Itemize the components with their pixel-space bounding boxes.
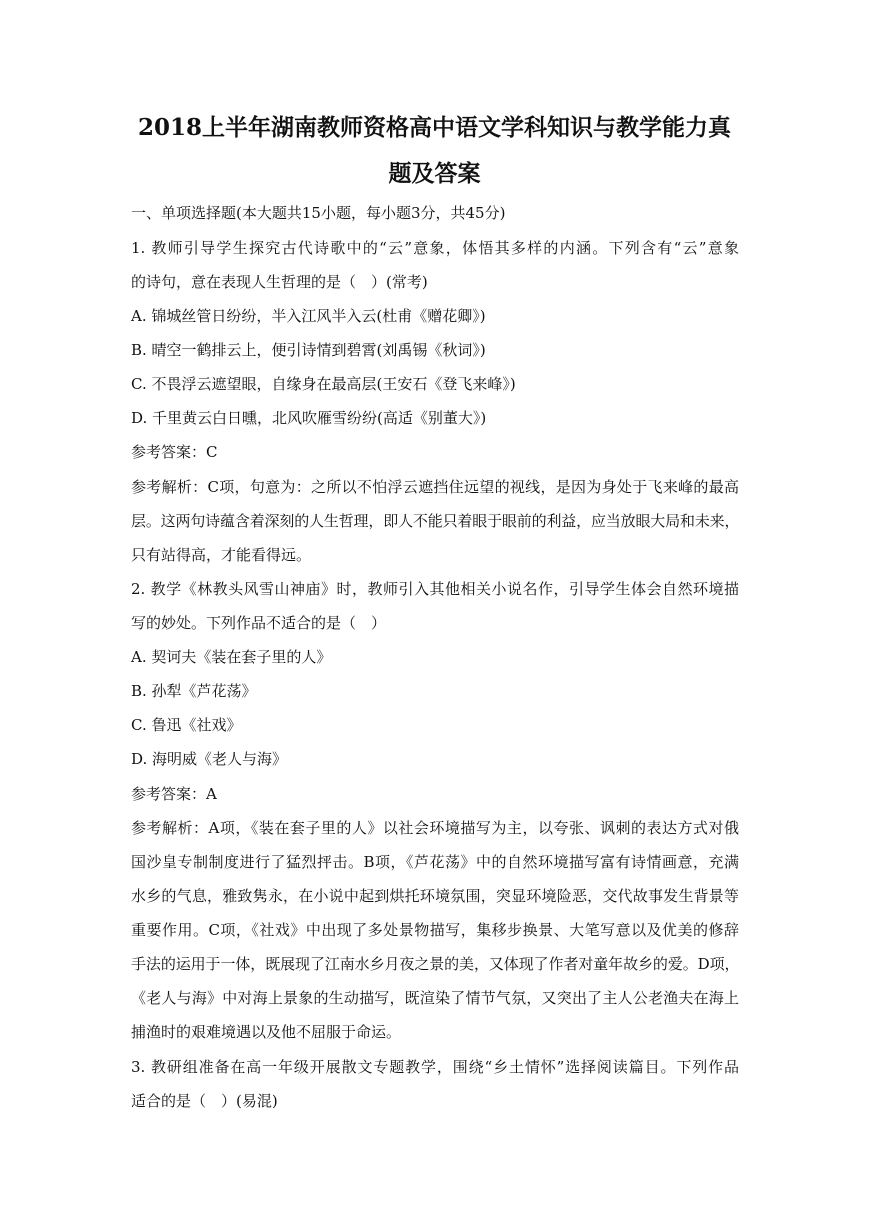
question-1-answer: 参考答案：C [131, 443, 218, 461]
document-title-line-2: 题及答案 [388, 160, 481, 187]
question-1-analysis-line-2: 层。这两句诗蕴含着深刻的人生哲理，即人不能只着眼于眼前的利益，应当放眼大局和未来， [131, 512, 739, 530]
question-2-stem-line-1: 2. 教学《林教头风雪山神庙》时，教师引入其他相关小说名作，引导学生体会自然环境描 [131, 580, 739, 598]
question-2-option-a: A. 契诃夫《装在套子里的人》 [131, 648, 332, 666]
question-1-option-b: B. 晴空一鹤排云上，便引诗情到碧霄(刘禹锡《秋词》) [131, 341, 486, 359]
question-1-option-d: D. 千里黄云白日曛，北风吹雁雪纷纷(高适《别董大》) [131, 409, 487, 427]
question-1-analysis-line-3: 只有站得高，才能看得远。 [131, 546, 312, 564]
document-title-line-1: 2018上半年湖南教师资格高中语文学科知识与教学能力真 [137, 114, 731, 141]
question-2-analysis-line-3: 水乡的气息，雅致隽永，在小说中起到烘托环境氛围，突显环境险恶，交代故事发生背景等 [131, 887, 739, 905]
question-2-analysis-line-7: 捕渔时的艰难境遇以及他不屈服于命运。 [131, 1023, 402, 1041]
question-3-stem-line-2: 适合的是（ ）(易混) [131, 1092, 278, 1110]
question-1-stem-line-1: 1. 教师引导学生探究古代诗歌中的“云”意象，体悟其多样的内涵。下列含有“云”意象 [131, 239, 739, 257]
question-1-analysis-line-1: 参考解析：C项，句意为：之所以不怕浮云遮挡住远望的视线，是因为身处于飞来峰的最高 [131, 478, 739, 496]
question-2-answer: 参考答案：A [131, 785, 217, 803]
question-3-stem-line-1: 3. 教研组准备在高一年级开展散文专题教学，围绕“乡土情怀”选择阅读篇目。下列作品 [131, 1058, 739, 1076]
question-2-analysis-line-2: 国沙皇专制制度进行了猛烈抨击。B项，《芦花荡》中的自然环境描写富有诗情画意，充满 [131, 853, 739, 871]
question-1-option-c: C. 不畏浮云遮望眼，自缘身在最高层(王安石《登飞来峰》) [131, 375, 516, 393]
question-2-option-d: D. 海明威《老人与海》 [131, 750, 288, 768]
section-heading: 一、单项选择题(本大题共15小题，每小题3分，共45分) [131, 204, 506, 222]
question-2-analysis-line-4: 重要作用。C项，《社戏》中出现了多处景物描写，集移步换景、大笔写意以及优美的修辞 [131, 921, 739, 939]
question-2-option-b: B. 孙犁《芦花荡》 [131, 682, 257, 700]
question-2-analysis-line-5: 手法的运用于一体，既展现了江南水乡月夜之景的美，又体现了作者对童年故乡的爱。D项， [131, 955, 739, 973]
question-1-option-a: A. 锦城丝管日纷纷，半入江风半入云(杜甫《赠花卿》) [131, 307, 486, 325]
question-1-stem-line-2: 的诗句，意在表现人生哲理的是（ ）(常考) [131, 273, 428, 291]
question-2-analysis-line-6: 《老人与海》中对海上景象的生动描写，既渲染了情节气氛，又突出了主人公老渔夫在海上 [131, 989, 739, 1007]
question-2-option-c: C. 鲁迅《社戏》 [131, 716, 242, 734]
question-2-analysis-line-1: 参考解析：A项，《装在套子里的人》以社会环境描写为主，以夸张、讽刺的表达方式对俄 [131, 819, 739, 837]
question-2-stem-line-2: 写的妙处。下列作品不适合的是（ ） [131, 614, 387, 632]
